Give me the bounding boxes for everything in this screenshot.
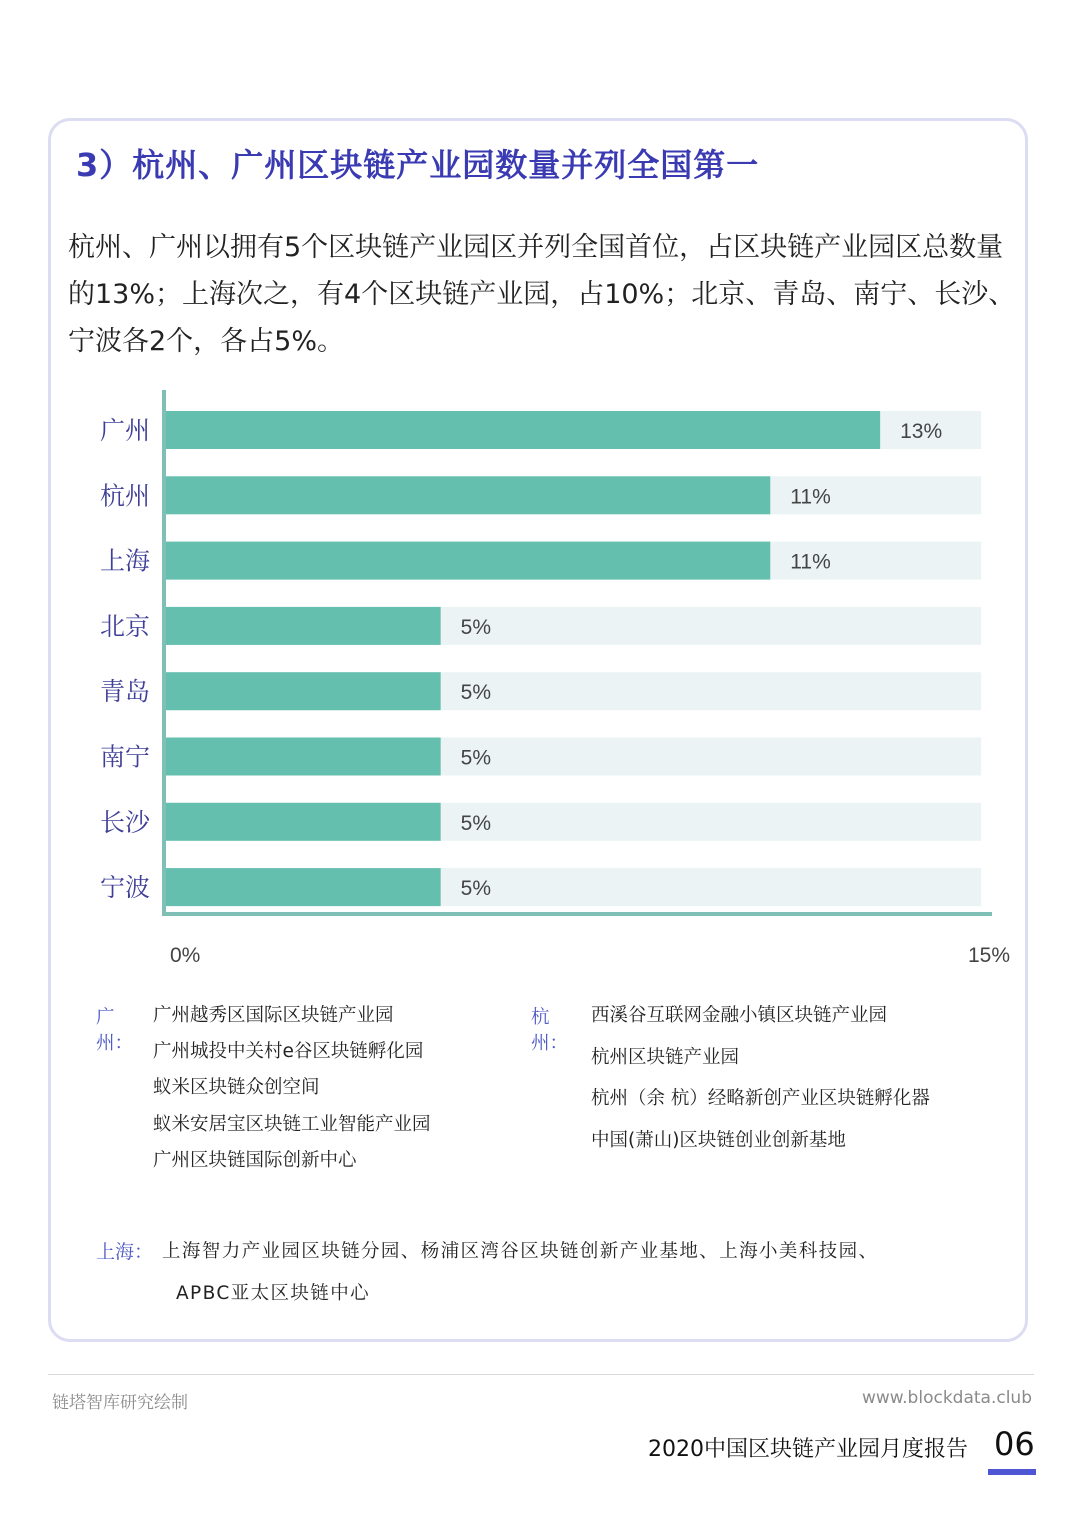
shanghai-city-label: 上海： xyxy=(96,1241,154,1263)
shanghai-parks-line2: APBC亚太区块链中心 xyxy=(176,1283,370,1304)
guangzhou-park-item: 广州区块链国际创新中心 xyxy=(153,1149,357,1171)
category-labels xyxy=(100,416,151,902)
footer-credit: 链塔智库研究绘制 xyxy=(52,1393,188,1413)
category-label: 北京 xyxy=(99,611,150,641)
value-label: 13% xyxy=(900,420,943,443)
footer-website[interactable]: www.blockdata.club xyxy=(862,1388,1032,1408)
category-label: 长沙 xyxy=(99,807,150,837)
value-label: 5% xyxy=(460,811,492,835)
intro-paragraph: 杭州、广州以拥有5个区块链产业园区并列全国首位，占区块链产业园区总数量的13%；上海次之，有4个区块链产业园，占10%；北京、青岛、南宁、长沙、宁波各2个，各占5%。 xyxy=(68,232,1016,357)
category-label: 上海 xyxy=(99,546,150,576)
bar xyxy=(166,411,880,449)
value-label: 5% xyxy=(460,877,492,901)
hangzhou-park-item: 西溪谷互联网金融小镇区块链产业园 xyxy=(591,1005,888,1026)
bar xyxy=(166,607,441,645)
guangzhou-park-list xyxy=(153,1003,431,1184)
bar xyxy=(166,868,441,906)
report-title: 2020中国区块链产业园月度报告 xyxy=(648,1437,968,1462)
shanghai-parks-line1: 上海智力产业园区块链分园、杨浦区湾谷区块链创新产业基地、上海小美科技园、 xyxy=(162,1241,879,1262)
bar-chart xyxy=(0,380,1080,980)
guangzhou-city-label: 广州： xyxy=(96,1007,134,1054)
value-label: 5% xyxy=(460,681,492,705)
bar xyxy=(166,476,770,514)
value-label: 11% xyxy=(790,550,831,574)
footer-divider xyxy=(48,1374,1034,1375)
hangzhou-park-item: 杭州区块链产业园 xyxy=(591,1046,740,1068)
hangzhou-city-label: 杭州： xyxy=(531,1007,569,1054)
hangzhou-park-item: 杭州（余 杭）经略新创产业区块链孵化器 xyxy=(591,1088,930,1109)
x-tick-label: 15% xyxy=(968,944,1011,967)
guangzhou-park-item: 广州城投中关村e谷区块链孵化园 xyxy=(153,1041,424,1063)
guangzhou-park-item: 广州越秀区国际区块链产业园 xyxy=(153,1005,394,1026)
value-label: 5% xyxy=(460,746,492,770)
value-label: 11% xyxy=(790,485,831,509)
category-label: 宁波 xyxy=(99,873,150,903)
page-number: 06 xyxy=(994,1425,1035,1463)
category-label: 广州 xyxy=(99,416,150,445)
bar xyxy=(166,803,441,841)
section-title: 3）杭州、广州区块链产业园数量并列全国第一 xyxy=(76,146,760,184)
category-label: 杭州 xyxy=(99,481,150,511)
category-label: 南宁 xyxy=(99,742,150,772)
value-label: 5% xyxy=(460,615,492,639)
x-tick-label: 0% xyxy=(170,944,201,967)
hangzhou-park-item: 中国(萧山)区块链创业创新基地 xyxy=(591,1129,846,1151)
bar xyxy=(166,672,441,710)
guangzhou-park-item: 蚁米安居宝区块链工业智能产业园 xyxy=(153,1113,431,1135)
category-label: 青岛 xyxy=(99,677,150,707)
bar xyxy=(166,542,770,580)
bar xyxy=(166,738,441,776)
guangzhou-park-item: 蚁米区块链众创空间 xyxy=(153,1077,320,1099)
page-number-accent xyxy=(988,1469,1036,1475)
hangzhou-park-list xyxy=(591,1003,930,1169)
x-tick-labels xyxy=(170,944,1010,967)
